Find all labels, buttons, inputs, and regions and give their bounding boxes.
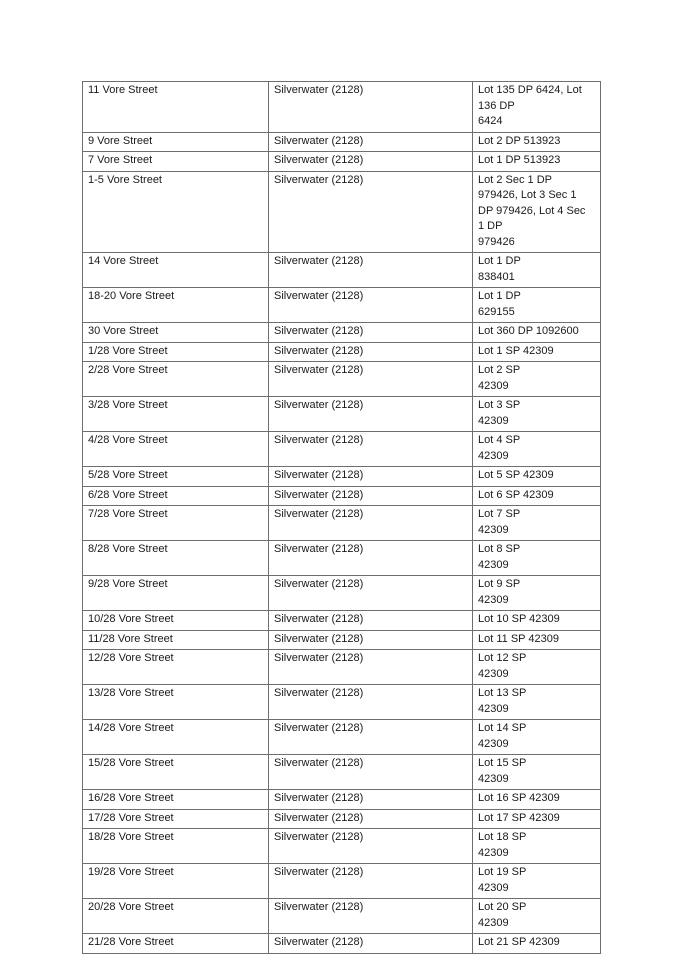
table-row: [83, 630, 601, 650]
suburb-cell: Silverwater (2128): [269, 486, 473, 506]
table-row: [83, 342, 601, 362]
suburb-cell: Silverwater (2128): [269, 152, 473, 172]
suburb-cell: Silverwater (2128): [269, 132, 473, 152]
address-cell: 1-5 Vore Street: [83, 171, 269, 253]
address-cell: 7/28 Vore Street: [83, 506, 269, 541]
address-cell: 2/28 Vore Street: [83, 362, 269, 397]
address-cell: 6/28 Vore Street: [83, 486, 269, 506]
address-cell: 10/28 Vore Street: [83, 611, 269, 631]
suburb-cell: Silverwater (2128): [269, 809, 473, 829]
table-row: [83, 323, 601, 343]
table-row: [83, 790, 601, 810]
suburb-cell: Silverwater (2128): [269, 720, 473, 755]
lot-cell: Lot 16 SP 42309: [473, 790, 601, 810]
suburb-cell: Silverwater (2128): [269, 934, 473, 954]
address-cell: 19/28 Vore Street: [83, 864, 269, 899]
property-table: [82, 81, 601, 954]
suburb-cell: Silverwater (2128): [269, 288, 473, 323]
lot-cell: Lot 360 DP 1092600: [473, 323, 601, 343]
suburb-cell: Silverwater (2128): [269, 467, 473, 487]
lot-cell: Lot 21 SP 42309: [473, 934, 601, 954]
address-cell: 5/28 Vore Street: [83, 467, 269, 487]
address-cell: 9/28 Vore Street: [83, 576, 269, 611]
suburb-cell: Silverwater (2128): [269, 755, 473, 790]
lot-cell: Lot 5 SP 42309: [473, 467, 601, 487]
table-row: [83, 82, 601, 133]
suburb-cell: Silverwater (2128): [269, 432, 473, 467]
address-cell: 15/28 Vore Street: [83, 755, 269, 790]
lot-cell: Lot 4 SP 42309: [473, 432, 601, 467]
lot-cell: Lot 10 SP 42309: [473, 611, 601, 631]
suburb-cell: Silverwater (2128): [269, 576, 473, 611]
suburb-cell: Silverwater (2128): [269, 397, 473, 432]
suburb-cell: Silverwater (2128): [269, 82, 473, 133]
suburb-cell: Silverwater (2128): [269, 611, 473, 631]
address-cell: 14 Vore Street: [83, 253, 269, 288]
table-row: [83, 506, 601, 541]
table-row: [83, 253, 601, 288]
table-row: [83, 611, 601, 631]
lot-cell: Lot 2 DP 513923: [473, 132, 601, 152]
suburb-cell: Silverwater (2128): [269, 323, 473, 343]
address-cell: 30 Vore Street: [83, 323, 269, 343]
table-row: [83, 829, 601, 864]
suburb-cell: Silverwater (2128): [269, 899, 473, 934]
lot-cell: Lot 8 SP 42309: [473, 541, 601, 576]
lot-cell: Lot 2 Sec 1 DP 979426, Lot 3 Sec 1 DP 979426, Lot 4 Sec 1 DP 979426: [473, 171, 601, 253]
suburb-cell: Silverwater (2128): [269, 829, 473, 864]
suburb-cell: Silverwater (2128): [269, 864, 473, 899]
suburb-cell: Silverwater (2128): [269, 790, 473, 810]
suburb-cell: Silverwater (2128): [269, 171, 473, 253]
table-row: [83, 864, 601, 899]
lot-cell: Lot 1 DP 513923: [473, 152, 601, 172]
lot-cell: Lot 9 SP 42309: [473, 576, 601, 611]
lot-cell: Lot 13 SP 42309: [473, 685, 601, 720]
lot-cell: Lot 11 SP 42309: [473, 630, 601, 650]
address-cell: 16/28 Vore Street: [83, 790, 269, 810]
address-cell: 11/28 Vore Street: [83, 630, 269, 650]
table-row: [83, 755, 601, 790]
address-cell: 12/28 Vore Street: [83, 650, 269, 685]
table-row: [83, 132, 601, 152]
lot-cell: Lot 19 SP 42309: [473, 864, 601, 899]
lot-cell: Lot 1 SP 42309: [473, 342, 601, 362]
lot-cell: Lot 1 DP 838401: [473, 253, 601, 288]
suburb-cell: Silverwater (2128): [269, 362, 473, 397]
lot-cell: Lot 18 SP 42309: [473, 829, 601, 864]
table-row: [83, 288, 601, 323]
table-row: [83, 685, 601, 720]
address-cell: 1/28 Vore Street: [83, 342, 269, 362]
suburb-cell: Silverwater (2128): [269, 650, 473, 685]
lot-cell: Lot 14 SP 42309: [473, 720, 601, 755]
suburb-cell: Silverwater (2128): [269, 253, 473, 288]
table-row: [83, 650, 601, 685]
table-row: [83, 152, 601, 172]
table-row: [83, 467, 601, 487]
address-cell: 14/28 Vore Street: [83, 720, 269, 755]
suburb-cell: Silverwater (2128): [269, 506, 473, 541]
lot-cell: Lot 15 SP 42309: [473, 755, 601, 790]
suburb-cell: Silverwater (2128): [269, 685, 473, 720]
address-cell: 7 Vore Street: [83, 152, 269, 172]
table-row: [83, 486, 601, 506]
address-cell: 18-20 Vore Street: [83, 288, 269, 323]
suburb-cell: Silverwater (2128): [269, 630, 473, 650]
lot-cell: Lot 1 DP 629155: [473, 288, 601, 323]
lot-cell: Lot 12 SP 42309: [473, 650, 601, 685]
address-cell: 3/28 Vore Street: [83, 397, 269, 432]
table-row: [83, 720, 601, 755]
lot-cell: Lot 135 DP 6424, Lot 136 DP 6424: [473, 82, 601, 133]
lot-cell: Lot 20 SP 42309: [473, 899, 601, 934]
table-row: [83, 362, 601, 397]
address-cell: 17/28 Vore Street: [83, 809, 269, 829]
table-row: [83, 171, 601, 253]
lot-cell: Lot 17 SP 42309: [473, 809, 601, 829]
table-row: [83, 576, 601, 611]
table-row: [83, 934, 601, 954]
lot-cell: Lot 3 SP 42309: [473, 397, 601, 432]
lot-cell: Lot 6 SP 42309: [473, 486, 601, 506]
address-cell: 20/28 Vore Street: [83, 899, 269, 934]
address-cell: 18/28 Vore Street: [83, 829, 269, 864]
table-row: [83, 899, 601, 934]
address-cell: 21/28 Vore Street: [83, 934, 269, 954]
suburb-cell: Silverwater (2128): [269, 541, 473, 576]
suburb-cell: Silverwater (2128): [269, 342, 473, 362]
address-cell: 9 Vore Street: [83, 132, 269, 152]
table-row: [83, 432, 601, 467]
property-table-body: [83, 82, 601, 954]
lot-cell: Lot 2 SP 42309: [473, 362, 601, 397]
lot-cell: Lot 7 SP 42309: [473, 506, 601, 541]
address-cell: 8/28 Vore Street: [83, 541, 269, 576]
address-cell: 13/28 Vore Street: [83, 685, 269, 720]
address-cell: 11 Vore Street: [83, 82, 269, 133]
address-cell: 4/28 Vore Street: [83, 432, 269, 467]
table-row: [83, 809, 601, 829]
table-row: [83, 541, 601, 576]
table-row: [83, 397, 601, 432]
